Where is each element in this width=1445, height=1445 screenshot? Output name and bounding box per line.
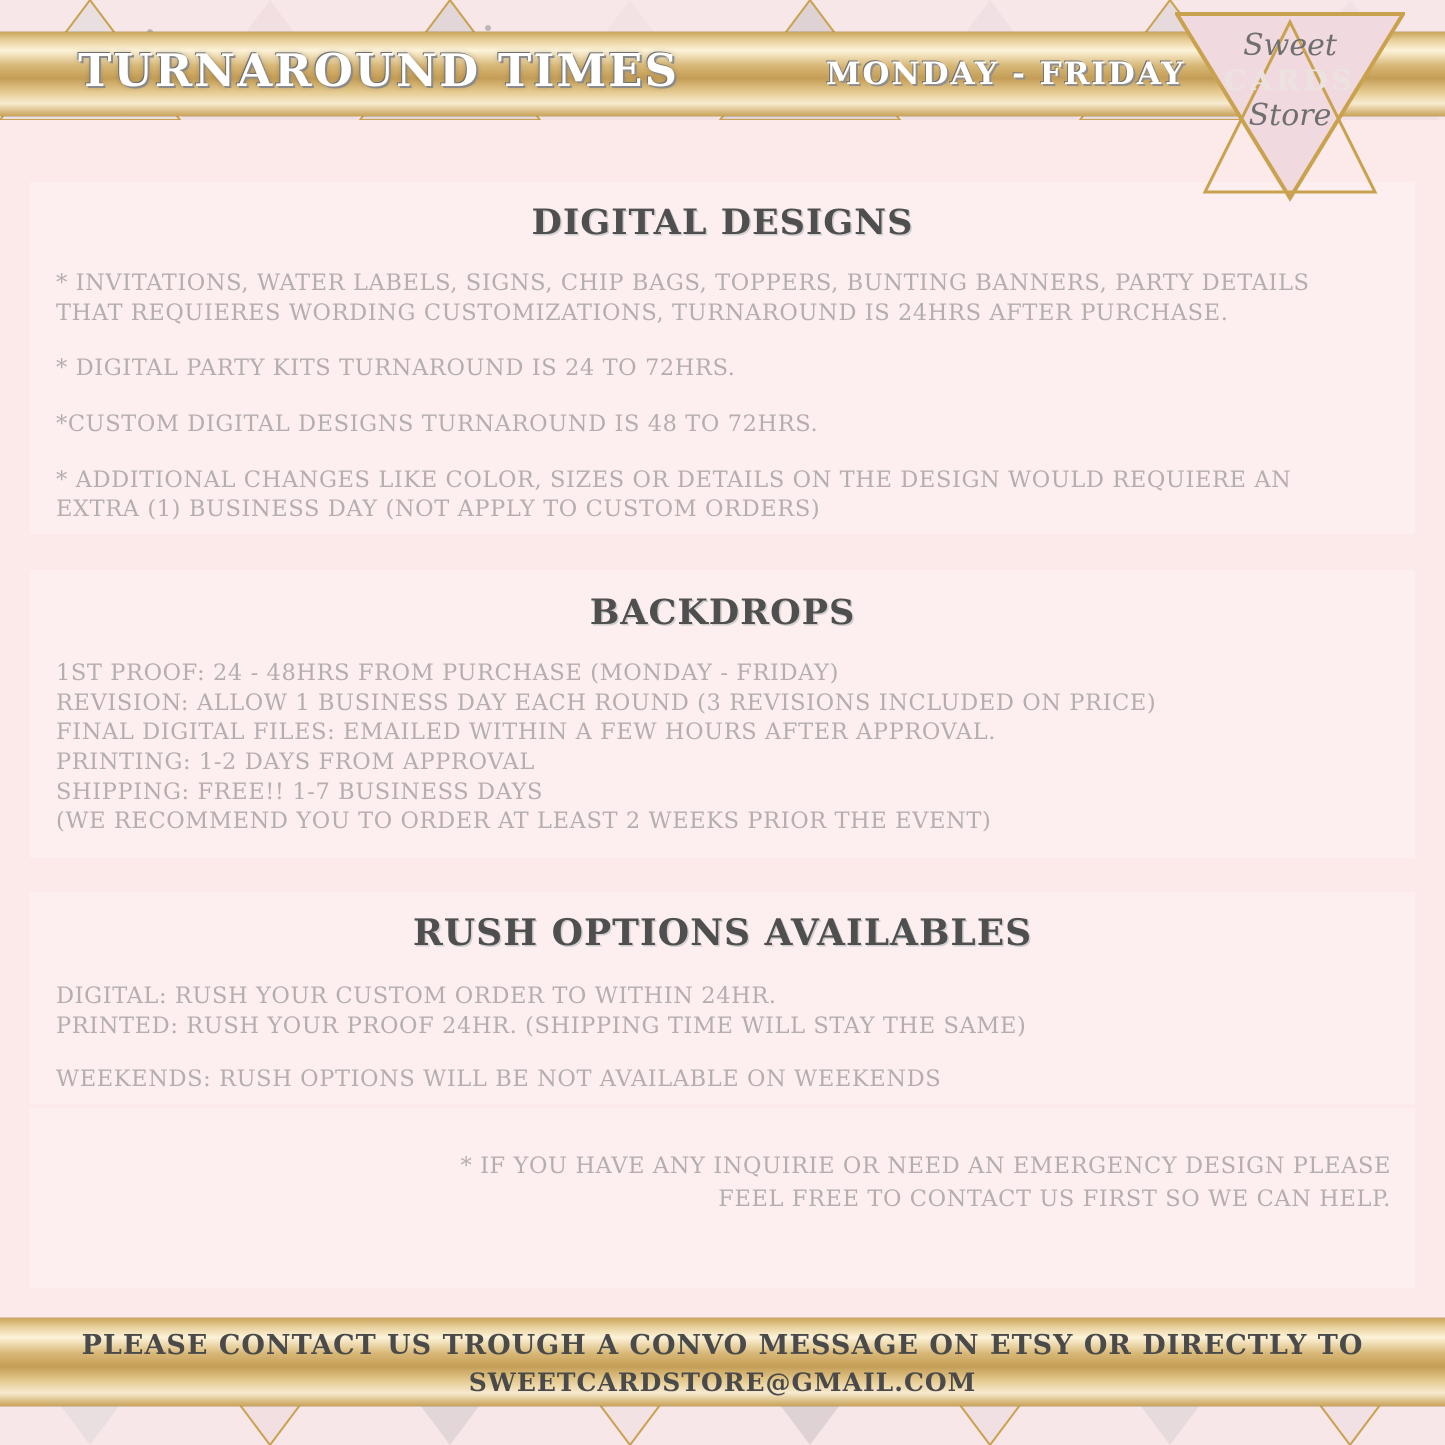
logo-line-cards: CARDS [1224, 64, 1356, 97]
digital-designs-paragraph-4 [56, 466, 1415, 525]
section-title-rush-options: RUSH OPTIONS AVAILABLES [412, 912, 1033, 954]
footer-email[interactable]: SWEETCARDSTORE@GMAIL.COM [468, 1368, 977, 1397]
page-subtitle: MONDAY - FRIDAY [826, 56, 1186, 92]
logo-line-sweet: Sweet [1243, 28, 1337, 63]
backdrops-line-3: FINAL DIGITAL FILES: EMAILED WITHIN A FEW HOURS AFTER APPROVAL. [56, 719, 996, 746]
rush-options-line-1: DIGITAL: RUSH YOUR CUSTOM ORDER TO WITHIN 24HR. [56, 983, 777, 1009]
panel-inquiry [30, 1108, 1415, 1288]
backdrops-line-2: REVISION: ALLOW 1 BUSINESS DAY EACH ROUND (3 REVISIONS INCLUDED ON PRICE) [56, 689, 1157, 716]
digital-designs-line-5: * ADDITIONAL CHANGES LIKE COLOR, SIZES OR DETAILS ON THE DESIGN WOULD REQUIERE AN [56, 466, 1292, 493]
rush-options-line-3: WEEKENDS: RUSH OPTIONS WILL BE NOT AVAILABLE ON WEEKENDS [56, 1066, 942, 1093]
backdrops-line-1: 1ST PROOF: 24 - 48HRS FROM PURCHASE (MONDAY - FRIDAY) [56, 660, 839, 686]
digital-designs-line-6: EXTRA (1) BUSINESS DAY (NOT APPLY TO CUSTOM ORDERS) [56, 496, 821, 523]
backdrops-line-5: SHIPPING: FREE!! 1-7 BUSINESS DAYS [56, 778, 544, 805]
panel-rush-options [30, 892, 1415, 1104]
backdrops-line-4: PRINTING: 1-2 DAYS FROM APPROVAL [56, 749, 535, 776]
digital-designs-line-1: * INVITATIONS, WATER LABELS, SIGNS, CHIP BAGS, TOPPERS, BUNTING BANNERS, PARTY DETAILS [56, 270, 1310, 296]
brand-logo [1175, 6, 1405, 196]
section-title-backdrops: BACKDROPS [589, 592, 856, 633]
digital-designs-paragraph-2: * DIGITAL PARTY KITS TURNAROUND IS 24 TO 72HRS. [56, 355, 736, 382]
digital-designs-paragraph-1 [56, 269, 1415, 328]
rush-options-lines [56, 982, 1415, 1095]
page-title: TURNAROUND TIMES [78, 44, 679, 97]
panel-digital-designs [30, 182, 1415, 534]
inquiry-note [460, 1150, 1391, 1215]
rush-options-spacer [56, 1041, 1415, 1065]
panel-backdrops [30, 570, 1415, 858]
inquiry-line-1: * IF YOU HAVE ANY INQUIRIE OR NEED AN EMERGENCY DESIGN PLEASE [460, 1153, 1391, 1179]
rush-options-line-2: PRINTED: RUSH YOUR PROOF 24HR. (SHIPPING TIME WILL STAY THE SAME) [56, 1012, 1027, 1039]
inquiry-line-2: FEEL FREE TO CONTACT US FIRST SO WE CAN HELP. [718, 1185, 1391, 1212]
section-title-digital-designs: DIGITAL DESIGNS [531, 202, 914, 243]
logo-line-store: Store [1248, 98, 1332, 133]
digital-designs-paragraph-3: *CUSTOM DIGITAL DESIGNS TURNAROUND IS 48 TO 72HRS. [56, 411, 819, 438]
backdrops-line-6: (WE RECOMMEND YOU TO ORDER AT LEAST 2 WEEKS PRIOR THE EVENT) [56, 808, 992, 835]
footer-contact-text: PLEASE CONTACT US TROUGH A CONVO MESSAGE ON ETSY OR DIRECTLY TO [81, 1330, 1364, 1361]
digital-designs-line-2: THAT REQUIERES WORDING CUSTOMIZATIONS, TURNAROUND IS 24HRS AFTER PURCHASE. [56, 299, 1229, 326]
backdrops-lines [56, 659, 1415, 837]
